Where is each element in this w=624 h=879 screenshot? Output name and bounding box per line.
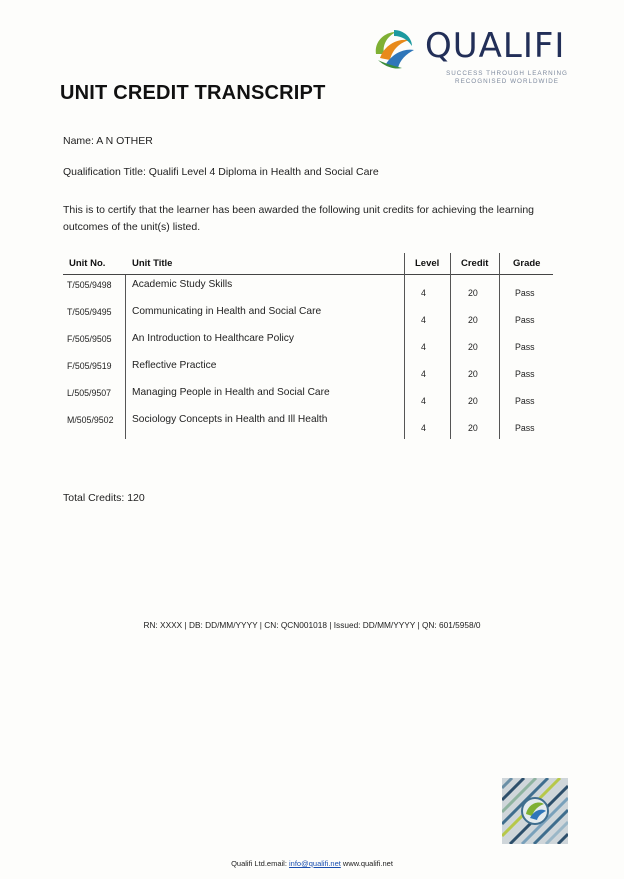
logo-tagline-line-1: SUCCESS THROUGH LEARNING xyxy=(446,70,568,77)
unit-credit: 20 xyxy=(468,342,478,352)
table-row xyxy=(63,383,553,410)
qualifi-logo xyxy=(370,22,600,92)
unit-grade: Pass xyxy=(515,288,535,298)
unit-grade: Pass xyxy=(515,342,535,352)
unit-credit: 20 xyxy=(468,396,478,406)
unit-no: F/505/9519 xyxy=(67,361,112,371)
unit-title: Academic Study Skills xyxy=(132,279,233,290)
qualifi-wordmark: QUALIFI xyxy=(425,26,566,66)
logo-tagline xyxy=(432,70,582,86)
unit-no: T/505/9495 xyxy=(67,307,112,317)
header-unit-no: Unit No. xyxy=(69,258,106,269)
unit-credit: 20 xyxy=(468,423,478,433)
table-row xyxy=(63,302,553,329)
footer-website[interactable]: www.qualifi.net xyxy=(340,859,393,868)
table-row xyxy=(63,275,553,302)
unit-grade: Pass xyxy=(515,396,535,406)
unit-credit: 20 xyxy=(468,315,478,325)
unit-title: Managing People in Health and Social Care xyxy=(132,387,330,398)
unit-credit: 20 xyxy=(468,369,478,379)
table-row xyxy=(63,329,553,356)
unit-level: 4 xyxy=(421,369,426,379)
unit-level: 4 xyxy=(421,288,426,298)
unit-level: 4 xyxy=(421,396,426,406)
unit-credit: 20 xyxy=(468,288,478,298)
footer-email-link[interactable]: info@qualifi.net xyxy=(289,859,341,868)
qualifi-globe-icon xyxy=(370,24,418,72)
certification-statement: This is to certify that the learner has been awarded the following unit credits for achieving the learning outcomes of the unit(s) listed. xyxy=(63,204,535,233)
unit-no: F/505/9505 xyxy=(67,334,112,344)
header-level: Level xyxy=(415,258,440,269)
unit-no: L/505/9507 xyxy=(67,388,112,398)
document-title: UNIT CREDIT TRANSCRIPT xyxy=(60,82,326,104)
unit-level: 4 xyxy=(421,315,426,325)
qualification-title: Qualification Title: Qualifi Level 4 Diploma in Health and Social Care xyxy=(63,166,379,178)
unit-grade: Pass xyxy=(515,423,535,433)
learner-name: Name: A N OTHER xyxy=(63,135,153,147)
unit-title: Communicating in Health and Social Care xyxy=(132,306,322,317)
unit-no: M/505/9502 xyxy=(67,415,114,425)
unit-grade: Pass xyxy=(515,369,535,379)
unit-no: T/505/9498 xyxy=(67,280,112,290)
total-credits: Total Credits: 120 xyxy=(63,492,145,504)
header-grade: Grade xyxy=(513,258,541,269)
security-hologram-icon xyxy=(502,778,568,844)
header-unit-title: Unit Title xyxy=(132,258,173,269)
footer-contact-prefix: Qualifi Ltd.email: xyxy=(231,859,290,868)
unit-title: An Introduction to Healthcare Policy xyxy=(132,333,294,344)
footer-contact xyxy=(0,859,624,868)
header-credit: Credit xyxy=(461,258,489,269)
table-row xyxy=(63,356,553,383)
unit-credit-table xyxy=(63,253,553,439)
certificate-reference-line: RN: XXXX | DB: DD/MM/YYYY | CN: QCN001018 | Issued: DD/MM/YYYY | QN: 601/5958/0 xyxy=(143,620,481,630)
unit-level: 4 xyxy=(421,342,426,352)
table-row xyxy=(63,410,553,437)
unit-title: Reflective Practice xyxy=(132,360,217,371)
logo-tagline-line-2: RECOGNISED WORLDWIDE xyxy=(455,78,559,85)
unit-grade: Pass xyxy=(515,315,535,325)
unit-title: Sociology Concepts in Health and Ill Health xyxy=(132,414,328,425)
unit-level: 4 xyxy=(421,423,426,433)
